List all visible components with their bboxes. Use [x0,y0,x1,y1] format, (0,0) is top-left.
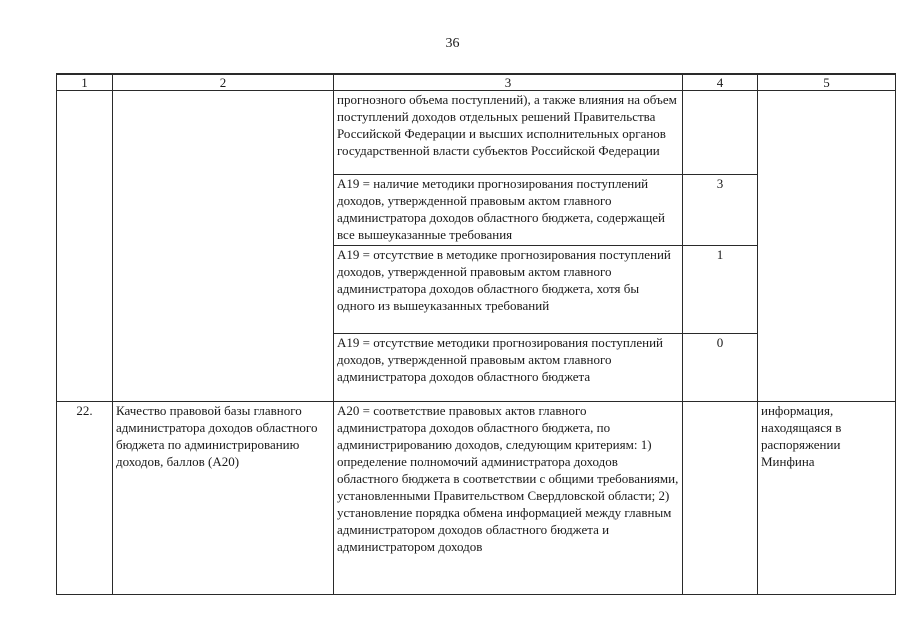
criterion-text: A19 = отсутствие методики прогнозирования поступлений доходов, утвержденной правовым актом главного администратора доходов областного бюджета [334,334,683,402]
score-value [683,402,758,595]
criterion-text: A19 = отсутствие в методике прогнозирования поступлений доходов, утвержденной правовым актом главного администратора доходов областного бюджета, хотя бы одного из вышеуказанных требований [334,246,683,334]
header-col-1: 1 [57,74,113,91]
page-number: 36 [445,36,460,51]
criterion-text: A20 = соответствие правовых актов главного администратора доходов областного бюджета, по администрированию доходов, следующим критериям: 1) определение полномочий администратора доходов областного бюджета в соответствии с общими требованиями, установленными Правительством Свердловской области; 2) установление порядка обмена информацией между главным администратором доходов областного бюджета и администратором доходов [334,402,683,595]
header-col-3: 3 [334,74,683,91]
header-col-5: 5 [758,74,896,91]
row21-col5-cell [758,91,896,402]
score-value [683,91,758,175]
row-number: 22. [57,402,113,595]
criterion-text: прогнозного объема поступлений), а также влияния на объем поступлений доходов отдельных решений Правительства Российской Федерации и высших исполнительных органов государственной власти субъектов Российской Федерации [334,91,683,175]
row21-col2-cell [113,91,334,402]
table-header-row [57,74,896,91]
table-row-22 [57,402,896,595]
header-col-4: 4 [683,74,758,91]
criteria-table [56,73,896,595]
score-value: 1 [683,246,758,334]
row21-col1-cell [57,91,113,402]
criterion-text: A19 = наличие методики прогнозирования поступлений доходов, утвержденной правовым актом главного администратора доходов областного бюджета, содержащей все вышеуказанные требования [334,175,683,246]
table-row [57,91,896,175]
score-value: 3 [683,175,758,246]
header-col-2: 2 [113,74,334,91]
data-source: информация, находящаяся в распоряжении Минфина [758,402,896,595]
score-value: 0 [683,334,758,402]
indicator-name: Качество правовой базы главного администратора доходов областного бюджета по администрированию доходов, баллов (A20) [113,402,334,595]
